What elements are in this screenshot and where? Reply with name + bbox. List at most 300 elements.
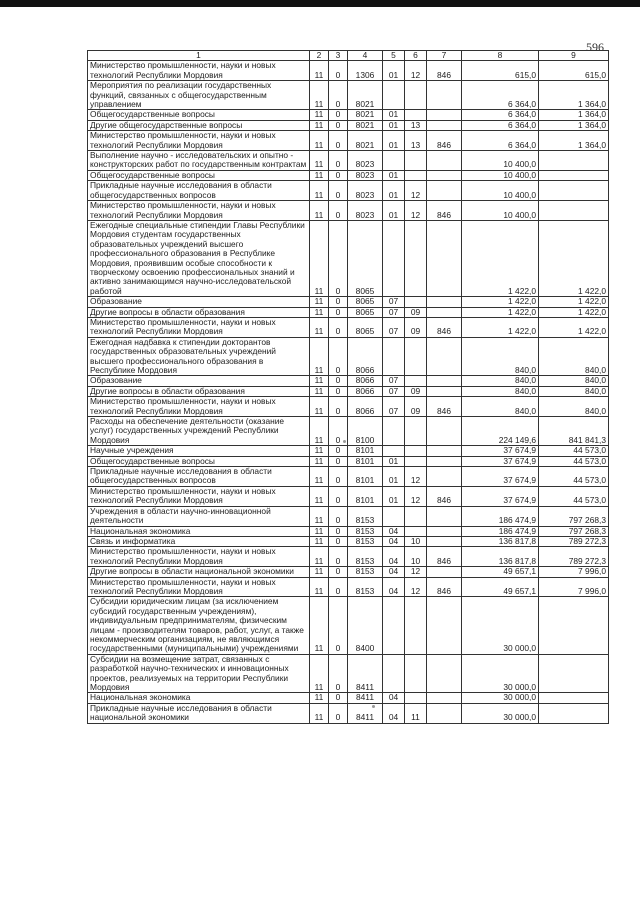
col-6-value: 11 (405, 703, 427, 723)
col-3-value: 0 (329, 297, 348, 307)
table-row (88, 597, 609, 654)
col-8-amount: 840,0 (462, 386, 539, 396)
col-2-value: 11 (310, 61, 329, 81)
table-row (88, 397, 609, 417)
col-7-value (427, 181, 462, 201)
col-5-value: 04 (383, 536, 405, 546)
col-7-value (427, 170, 462, 180)
table-row (88, 317, 609, 337)
table-row (88, 547, 609, 567)
col-5-value: 01 (383, 110, 405, 120)
col-2-value: 11 (310, 297, 329, 307)
col-7-value (427, 376, 462, 386)
col-5-value: 04 (383, 547, 405, 567)
col-4-value: 8100 (348, 417, 383, 446)
col-5-value: 04 (383, 526, 405, 536)
col-9-amount: 1 422,0 (539, 297, 609, 307)
row-name: Прикладные научные исследования в области национальной экономики (88, 703, 310, 723)
col-2-value: 11 (310, 120, 329, 130)
row-name: Прикладные научные исследования в области общегосударственных вопросов (88, 181, 310, 201)
col-4-value: 8023 (348, 201, 383, 221)
col-8-amount: 30 000,0 (462, 654, 539, 693)
col-9-amount (539, 654, 609, 693)
col-9-amount (539, 181, 609, 201)
col-7-value (427, 506, 462, 526)
col-9-amount (539, 597, 609, 654)
col-8-amount: 49 657,1 (462, 577, 539, 597)
col-4-value: 8153 (348, 526, 383, 536)
col-5-value (383, 417, 405, 446)
col-7-value: 846 (427, 397, 462, 417)
col-5-value: 07 (383, 376, 405, 386)
col-8-amount: 6 364,0 (462, 81, 539, 110)
col-7-value (427, 81, 462, 110)
row-name: Мероприятия по реализации государственных функций, связанных с общегосударственным управлением (88, 81, 310, 110)
col-4-value: 8066 (348, 376, 383, 386)
col-4-value: 8101 (348, 467, 383, 487)
table-row (88, 467, 609, 487)
col-7-value (427, 417, 462, 446)
col-5-value: 01 (383, 456, 405, 466)
col-9-amount (539, 170, 609, 180)
col-4-value: 8021 (348, 81, 383, 110)
col-2-value: 11 (310, 536, 329, 546)
col-4-value: 8066 (348, 397, 383, 417)
table-row (88, 170, 609, 180)
col-2-value: 11 (310, 317, 329, 337)
table-row (88, 337, 609, 376)
page-number: 596 (586, 40, 604, 54)
col-3-value: 0 (329, 567, 348, 577)
col-8-amount: 136 817,8 (462, 536, 539, 546)
col-5-value: 07 (383, 317, 405, 337)
col-3-value: 0 (329, 536, 348, 546)
col-7-value (427, 467, 462, 487)
col-5-value: 01 (383, 131, 405, 151)
table-row (88, 307, 609, 317)
col-9-amount (539, 693, 609, 703)
col-2-value: 11 (310, 526, 329, 536)
col-8-amount: 37 674,9 (462, 456, 539, 466)
row-name: Общегосударственные вопросы (88, 110, 310, 120)
col-9-amount: 44 573,0 (539, 446, 609, 456)
col-7-value (427, 567, 462, 577)
row-name: Выполнение научно - исследовательских и опытно - конструкторских работ по государственным контрактам (88, 151, 310, 171)
col-8-amount: 49 657,1 (462, 567, 539, 577)
col-2-value: 11 (310, 307, 329, 317)
col-5-value: 01 (383, 61, 405, 81)
row-name: Субсидии на возмещение затрат, связанных с разработкой научно-технических и инновационных проектов, реализуемых на территории Республики Мордовия (88, 654, 310, 693)
table-row (88, 526, 609, 536)
col-4-value: 8021 (348, 120, 383, 130)
col-8-amount: 30 000,0 (462, 703, 539, 723)
table-row (88, 486, 609, 506)
col-4-value: 8411 (348, 654, 383, 693)
col-8-amount: 1 422,0 (462, 297, 539, 307)
col-3-value: 0 (329, 467, 348, 487)
table-row (88, 181, 609, 201)
col-4-value: 8023 (348, 170, 383, 180)
row-name: Министерство промышленности, науки и новых технологий Республики Мордовия (88, 397, 310, 417)
col-5-value: 01 (383, 486, 405, 506)
col-2-value: 11 (310, 110, 329, 120)
col-3-value: 0 (329, 417, 348, 446)
col-8-amount: 10 400,0 (462, 151, 539, 171)
col-7-value (427, 110, 462, 120)
table-row (88, 456, 609, 466)
col-3-value: 0 (329, 307, 348, 317)
scan-speck (343, 440, 346, 443)
col-7-value (427, 693, 462, 703)
table-row (88, 201, 609, 221)
col-2-value: 11 (310, 397, 329, 417)
col-6-value: 10 (405, 536, 427, 546)
col-5-value (383, 654, 405, 693)
col-5-value: 04 (383, 703, 405, 723)
col-8-amount: 37 674,9 (462, 486, 539, 506)
col-7-value (427, 597, 462, 654)
col-7-value (427, 536, 462, 546)
col-7-value (427, 307, 462, 317)
col-3-value: 0 (329, 654, 348, 693)
col-8-amount: 6 364,0 (462, 131, 539, 151)
col-2-value: 11 (310, 467, 329, 487)
col-6-value (405, 654, 427, 693)
table-row (88, 61, 609, 81)
col-3-value: 0 (329, 376, 348, 386)
col-7-value (427, 297, 462, 307)
col-8-amount: 136 817,8 (462, 547, 539, 567)
col-8-amount: 615,0 (462, 61, 539, 81)
col-6-value: 09 (405, 397, 427, 417)
col-6-value: 09 (405, 386, 427, 396)
col-6-value: 12 (405, 577, 427, 597)
col-8-amount: 37 674,9 (462, 467, 539, 487)
col-6-value (405, 297, 427, 307)
col-3-value: 0 (329, 131, 348, 151)
col-4-value: 8066 (348, 386, 383, 396)
col-2-value: 11 (310, 337, 329, 376)
col-header-name: 1 (88, 51, 310, 61)
scan-top-border (0, 0, 640, 7)
table-row (88, 81, 609, 110)
col-5-value: 07 (383, 297, 405, 307)
table-row (88, 131, 609, 151)
col-6-value (405, 110, 427, 120)
col-6-value: 13 (405, 131, 427, 151)
col-4-value: 8411 (348, 693, 383, 703)
col-4-value: 8153 (348, 577, 383, 597)
row-name: Общегосударственные вопросы (88, 456, 310, 466)
col-3-value: 0 (329, 577, 348, 597)
col-5-value (383, 506, 405, 526)
col-2-value: 11 (310, 376, 329, 386)
col-9-amount (539, 201, 609, 221)
table-row (88, 151, 609, 171)
col-6-value (405, 597, 427, 654)
col-6-value (405, 446, 427, 456)
col-9-amount: 840,0 (539, 337, 609, 376)
row-name: Министерство промышленности, науки и новых технологий Республики Мордовия (88, 577, 310, 597)
col-9-amount: 7 996,0 (539, 577, 609, 597)
col-6-value: 12 (405, 486, 427, 506)
col-8-amount: 840,0 (462, 376, 539, 386)
row-name: Субсидии юридическим лицам (за исключением субсидий государственным учреждениям), индивидуальным предпринимателям, физическим лицам - производителям товаров, работ, услуг, а также некоммерческим организациям, не являющимся государственными (муниципальными) учреждениями (88, 597, 310, 654)
col-2-value: 11 (310, 386, 329, 396)
col-3-value: 0 (329, 486, 348, 506)
col-4-value: 8153 (348, 536, 383, 546)
table-row (88, 297, 609, 307)
col-8-amount: 30 000,0 (462, 597, 539, 654)
col-9-amount: 797 268,3 (539, 526, 609, 536)
row-name: Научные учреждения (88, 446, 310, 456)
col-header-4: 4 (348, 51, 383, 61)
col-9-amount (539, 151, 609, 171)
col-7-value: 846 (427, 131, 462, 151)
col-5-value (383, 81, 405, 110)
row-name: Расходы на обеспечение деятельности (оказание услуг) государственных учреждений Республики Мордовия (88, 417, 310, 446)
col-3-value: 0 (329, 81, 348, 110)
col-9-amount: 840,0 (539, 386, 609, 396)
col-6-value: 12 (405, 467, 427, 487)
col-7-value (427, 526, 462, 536)
row-name: Министерство промышленности, науки и новых технологий Республики Мордовия (88, 201, 310, 221)
row-name: Другие общегосударственные вопросы (88, 120, 310, 130)
col-9-amount: 789 272,3 (539, 536, 609, 546)
col-2-value: 11 (310, 693, 329, 703)
col-9-amount: 840,0 (539, 376, 609, 386)
col-4-value: 8101 (348, 446, 383, 456)
col-9-amount: 841 841,3 (539, 417, 609, 446)
col-7-value: 846 (427, 547, 462, 567)
row-name: Министерство промышленности, науки и новых технологий Республики Мордовия (88, 131, 310, 151)
col-2-value: 11 (310, 220, 329, 296)
col-2-value: 11 (310, 201, 329, 221)
table-header-row (88, 51, 609, 61)
col-3-value: 0 (329, 170, 348, 180)
col-9-amount: 1 422,0 (539, 220, 609, 296)
col-5-value: 01 (383, 181, 405, 201)
col-5-value (383, 337, 405, 376)
col-3-value: 0 (329, 526, 348, 536)
col-3-value: 0 (329, 337, 348, 376)
col-6-value (405, 81, 427, 110)
table-row (88, 536, 609, 546)
col-9-amount: 44 573,0 (539, 486, 609, 506)
col-5-value: 07 (383, 386, 405, 396)
row-name: Министерство промышленности, науки и новых технологий Республики Мордовия (88, 61, 310, 81)
col-5-value: 01 (383, 201, 405, 221)
col-8-amount: 1 422,0 (462, 317, 539, 337)
col-4-value: 8101 (348, 486, 383, 506)
col-3-value: 0 (329, 201, 348, 221)
col-3-value: 0 (329, 397, 348, 417)
col-5-value (383, 151, 405, 171)
col-header-5: 5 (383, 51, 405, 61)
table-row (88, 654, 609, 693)
table-row (88, 567, 609, 577)
col-3-value: 0 (329, 61, 348, 81)
col-6-value (405, 456, 427, 466)
col-6-value: 09 (405, 317, 427, 337)
col-header-8: 8 (462, 51, 539, 61)
col-6-value: 09 (405, 307, 427, 317)
col-3-value: 0 (329, 446, 348, 456)
col-8-amount: 186 474,9 (462, 526, 539, 536)
budget-table (87, 50, 609, 724)
row-name: Образование (88, 376, 310, 386)
col-3-value: 0 (329, 703, 348, 723)
table-row (88, 446, 609, 456)
col-2-value: 11 (310, 654, 329, 693)
col-8-amount: 10 400,0 (462, 170, 539, 180)
col-6-value: 12 (405, 181, 427, 201)
col-5-value: 01 (383, 120, 405, 130)
col-header-7: 7 (427, 51, 462, 61)
col-6-value: 12 (405, 61, 427, 81)
col-8-amount: 37 674,9 (462, 446, 539, 456)
table-row (88, 506, 609, 526)
col-6-value (405, 526, 427, 536)
col-7-value: 846 (427, 486, 462, 506)
col-header-3: 3 (329, 51, 348, 61)
col-8-amount: 840,0 (462, 397, 539, 417)
col-5-value: 01 (383, 467, 405, 487)
col-5-value (383, 597, 405, 654)
col-7-value (427, 151, 462, 171)
col-7-value: 846 (427, 577, 462, 597)
col-9-amount: 1 364,0 (539, 81, 609, 110)
row-name: Министерство промышленности, науки и новых технологий Республики Мордовия (88, 486, 310, 506)
col-3-value: 0 (329, 110, 348, 120)
row-name: Связь и информатика (88, 536, 310, 546)
col-6-value (405, 151, 427, 171)
col-4-value: 8065 (348, 297, 383, 307)
row-name: Ежегодные специальные стипендии Главы Республики Мордовия студентам государственных образовательных учреждений высшего профессионального образования в Республике Мордовия, проявившим особые способности к творческому освоению профессиональных знаний и активно занимающимся научно-исследовательской работой (88, 220, 310, 296)
col-9-amount: 1 364,0 (539, 131, 609, 151)
col-3-value: 0 (329, 220, 348, 296)
col-4-value: 8153 (348, 567, 383, 577)
row-name: Министерство промышленности, науки и новых технологий Республики Мордовия (88, 547, 310, 567)
col-7-value (427, 654, 462, 693)
col-2-value: 11 (310, 486, 329, 506)
col-7-value: 846 (427, 317, 462, 337)
col-4-value: 8066 (348, 337, 383, 376)
col-5-value: 04 (383, 567, 405, 577)
row-name: Другие вопросы в области образования (88, 386, 310, 396)
col-8-amount: 186 474,9 (462, 506, 539, 526)
col-5-value: 04 (383, 577, 405, 597)
col-4-value: 8021 (348, 110, 383, 120)
col-2-value: 11 (310, 446, 329, 456)
col-2-value: 11 (310, 597, 329, 654)
col-8-amount: 10 400,0 (462, 181, 539, 201)
col-2-value: 11 (310, 151, 329, 171)
col-2-value: 11 (310, 131, 329, 151)
col-7-value (427, 446, 462, 456)
row-name: Общегосударственные вопросы (88, 170, 310, 180)
col-2-value: 11 (310, 547, 329, 567)
col-5-value: 07 (383, 307, 405, 317)
col-5-value: 04 (383, 693, 405, 703)
col-6-value: 12 (405, 567, 427, 577)
col-header-9: 9 (539, 51, 609, 61)
col-6-value: 10 (405, 547, 427, 567)
col-6-value (405, 417, 427, 446)
col-6-value (405, 376, 427, 386)
row-name: Министерство промышленности, науки и новых технологий Республики Мордовия (88, 317, 310, 337)
col-6-value: 12 (405, 201, 427, 221)
col-6-value (405, 506, 427, 526)
col-2-value: 11 (310, 81, 329, 110)
col-8-amount: 1 422,0 (462, 220, 539, 296)
col-6-value (405, 220, 427, 296)
col-4-value: 8153 (348, 506, 383, 526)
col-5-value: 01 (383, 170, 405, 180)
row-name: Образование (88, 297, 310, 307)
col-4-value: 8411 (348, 703, 383, 723)
col-2-value: 11 (310, 567, 329, 577)
col-2-value: 11 (310, 506, 329, 526)
row-name: Другие вопросы в области национальной экономики (88, 567, 310, 577)
col-4-value: 8023 (348, 151, 383, 171)
col-7-value (427, 120, 462, 130)
col-3-value: 0 (329, 456, 348, 466)
col-2-value: 11 (310, 577, 329, 597)
row-name: Ежегодная надбавка к стипендии докторантов государственных образовательных учреждений высшего профессионального образования в Республике Мордовия (88, 337, 310, 376)
row-name: Национальная экономика (88, 526, 310, 536)
col-7-value (427, 337, 462, 376)
col-7-value (427, 456, 462, 466)
col-4-value: 8021 (348, 131, 383, 151)
col-3-value: 0 (329, 506, 348, 526)
col-6-value: 13 (405, 120, 427, 130)
col-2-value: 11 (310, 417, 329, 446)
row-name: Другие вопросы в области образования (88, 307, 310, 317)
col-4-value: 8023 (348, 181, 383, 201)
col-3-value: 0 (329, 120, 348, 130)
col-2-value: 11 (310, 170, 329, 180)
col-2-value: 11 (310, 456, 329, 466)
col-3-value: 0 (329, 386, 348, 396)
col-5-value (383, 220, 405, 296)
col-4-value: 8400 (348, 597, 383, 654)
col-9-amount: 1 364,0 (539, 110, 609, 120)
col-7-value (427, 386, 462, 396)
scan-speck (372, 705, 375, 708)
col-9-amount: 1 364,0 (539, 120, 609, 130)
col-4-value: 8065 (348, 307, 383, 317)
col-8-amount: 6 364,0 (462, 120, 539, 130)
table-row (88, 417, 609, 446)
col-3-value: 0 (329, 151, 348, 171)
col-7-value: 846 (427, 201, 462, 221)
col-9-amount: 7 996,0 (539, 567, 609, 577)
col-8-amount: 840,0 (462, 337, 539, 376)
col-header-6: 6 (405, 51, 427, 61)
col-header-2: 2 (310, 51, 329, 61)
col-8-amount: 1 422,0 (462, 307, 539, 317)
col-9-amount: 1 422,0 (539, 317, 609, 337)
col-9-amount: 44 573,0 (539, 467, 609, 487)
col-8-amount: 10 400,0 (462, 201, 539, 221)
col-3-value: 0 (329, 181, 348, 201)
col-9-amount: 789 272,3 (539, 547, 609, 567)
table-row (88, 120, 609, 130)
table-row (88, 577, 609, 597)
col-6-value (405, 693, 427, 703)
col-9-amount: 615,0 (539, 61, 609, 81)
